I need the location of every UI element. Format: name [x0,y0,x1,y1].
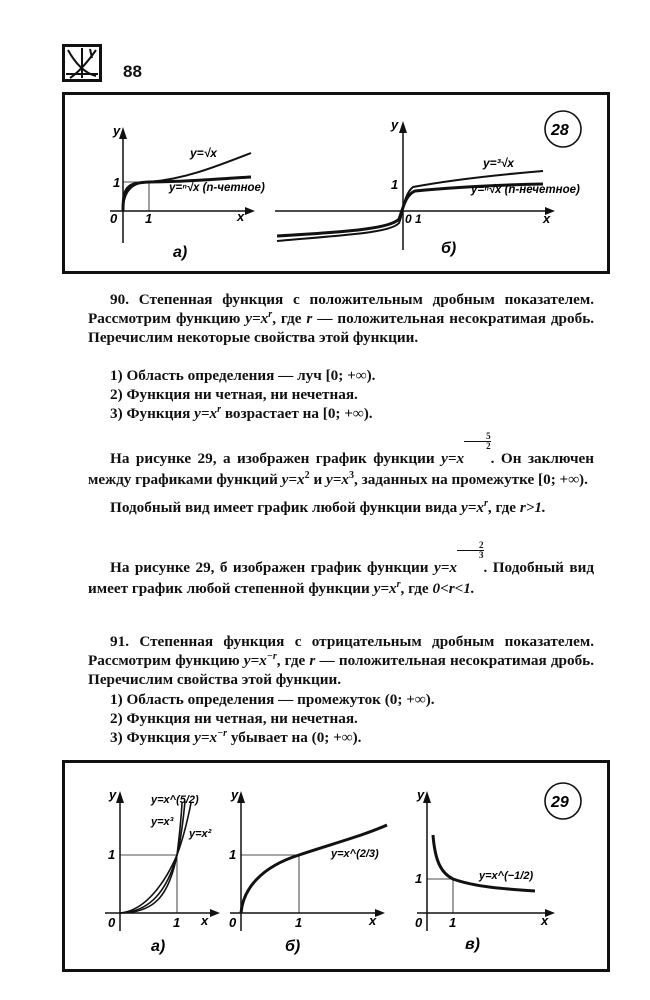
panel-a-label-29: а) [151,938,166,955]
y-axis-label-29b: y [231,787,239,802]
x-axis-label-b: x [543,211,551,226]
figure-number: 28 [551,122,569,139]
panel-a-label: а) [173,244,188,261]
figure-number: 29 [551,794,569,811]
curve-nroot-label-a: y=ⁿ√x (n-четное) [169,182,265,194]
figure-29 [62,760,610,972]
label-x-neg12-29c: y=x^(−1/2) [479,870,534,882]
y-axis-label-29c: y [417,787,425,802]
one-x-label-a: 1 [145,211,153,226]
one-y-label-29c: 1 [415,871,423,886]
curve-nroot-odd-label-b: y=ⁿ√x (n-нечетное) [471,184,580,196]
section-90-para-2: Подобный вид имеет график любой функции вида $y=x^r$, где r>1. [110,497,546,516]
y-axis-label-b: y [391,117,399,132]
curve-cbrt-b [277,171,543,241]
section-91-prop-2: 2) Функция ни четная, ни нечетная. [110,710,358,727]
one-x-label-29b: 1 [295,915,303,930]
one-y-label-29b: 1 [229,847,237,862]
label-x52-29a: y=x^(5/2) [151,794,199,806]
figure-28 [62,92,610,274]
x-axis-label-29a: x [201,913,209,928]
label-x2-29a: y=x² [189,828,212,840]
origin-label-29a: 0 [108,915,116,930]
section-90-prop-3: 3) Функция $y=x^r$ возрастает на [0; +∞). [110,403,373,422]
curve-cbrt-label-b: y=³√x [483,156,514,170]
x-axis-label-a: x [237,209,245,224]
page-number: 88 [123,62,142,81]
chapter-logo-icon [62,44,102,82]
curve-x23-29b [241,825,387,913]
y-axis-label-29a: y [109,787,117,802]
section-90-prop-2: 2) Функция ни четная, ни нечетная. [110,386,358,403]
one-y-label-a: 1 [113,175,121,190]
curve-sqrt-label-a: y=√x [190,146,217,160]
section-90-prop-1: 1) Область определения — луч [0; +∞). [110,367,376,384]
exponent-fraction: $\frac{5}{2}$ [464,432,491,451]
curve-x-neg12-29c [433,835,535,891]
panel-c-label-29: в) [465,936,480,953]
exponent-fraction: $\frac{2}{3}$ [457,541,484,560]
one-y-label-29a: 1 [108,847,116,862]
label-x23-29b: y=x^(2/3) [331,848,379,860]
label-x3-29a: y=x³ [151,816,174,828]
panel-b-label-29: б) [285,938,301,955]
section-91-prop-1: 1) Область определения — промежуток (0; +∞). [110,691,435,708]
one-x-label-29a: 1 [173,915,181,930]
section-91-prop-3: 3) Функция $y=x^{-r}$ убывает на (0; +∞). [110,727,362,746]
section-90-para-3: На рисунке 29, б изображен график функции y=x $\frac{2}{3}$ . Подобный вид имеет график любой степенной функции $y=x^r$, где 0<r<1. [88,540,595,597]
origin-one-label-b: 0 1 [405,212,422,226]
section-90-para-1: На рисунке 29, а изображен график функции y=x $\frac{5}{2}$ . Он заключен между графиками функций $y=x^2$ и $y=x^3$, заданных на промежутке [0; +∞). [88,431,594,488]
section-90-intro: 90. Степенная функция с положительным дробным показателем. Рассмотрим функцию $y=x^r$, где r — положительная несократимая дробь. Перечислим некоторые свойства этой функции. [88,291,595,346]
one-y-label-b: 1 [391,177,399,192]
x-axis-label-29c: x [541,913,549,928]
one-x-label-29c: 1 [449,915,457,930]
y-axis-label-a: y [113,123,121,138]
origin-label-a: 0 [110,211,118,226]
origin-label-29b: 0 [229,915,237,930]
panel-b-label: б) [441,240,457,257]
section-91-intro: 91. Степенная функция с отрицательным дробным показателем. Рассмотрим функцию $y=x^{-r}$, где r — положительная несократимая дробь. Перечислим свойства этой функции. [88,633,594,688]
origin-label-29c: 0 [415,915,423,930]
x-axis-label-29b: x [369,913,377,928]
